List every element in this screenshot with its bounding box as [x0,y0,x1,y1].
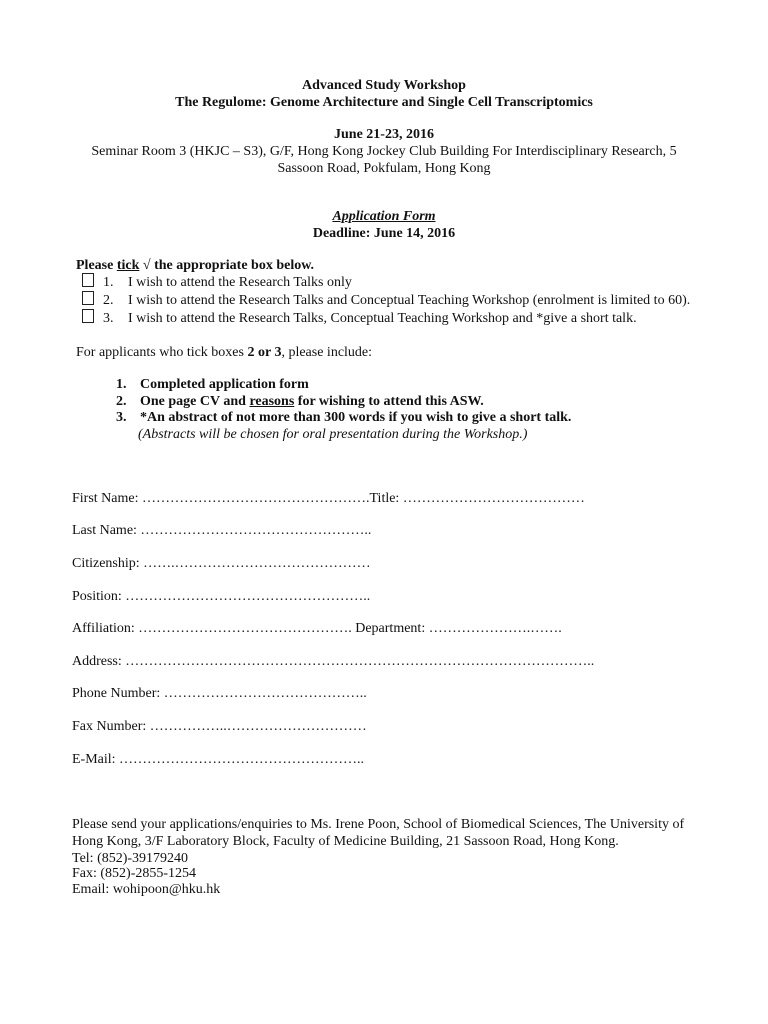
option-3-label: I wish to attend the Research Talks, Conceptual Teaching Workshop and *give a short talk. [128,311,637,326]
contact-line-2: Hong Kong, 3/F Laboratory Block, Faculty of Medicine Building, 21 Sassoon Road, Hong Kong. [72,834,619,849]
requirement-2: One page CV and reasons for wishing to attend this ASW. [140,394,484,409]
phone-number-field[interactable]: Phone Number: …………………………………….. [72,686,367,701]
first-name-title-field[interactable]: First Name: ………………………………………….Title: ………………………………… [72,491,585,506]
affiliation-department-field[interactable]: Affiliation: ………………………………………. Department: ………………….……. [72,621,562,636]
workshop-subtitle: The Regulome: Genome Architecture and Single Cell Transcriptomics [175,95,593,110]
tick-word: tick [116,258,140,273]
form-title: Application Form [332,209,436,224]
contact-tel: Tel: (852)-39179240 [72,851,189,866]
venue-line-1: Seminar Room 3 (HKJC – S3), G/F, Hong Kong Jockey Club Building For Interdisciplinary Research, 5 [91,144,677,159]
option-3-checkbox[interactable] [82,309,94,323]
option-1-label: I wish to attend the Research Talks only [128,275,352,290]
last-name-field[interactable]: Last Name: ………………………………………….. [72,523,372,538]
option-2-checkbox[interactable] [82,291,94,305]
option-2-label: I wish to attend the Research Talks and Conceptual Teaching Workshop (enrolment is limited to 60). [128,293,691,308]
requirement-1: Completed application form [140,377,309,392]
option-2-number: 2. [103,293,114,308]
requirement-1-number: 1. [116,377,127,392]
option-1-number: 1. [103,275,114,290]
email-field[interactable]: E-Mail: …………………………………………….. [72,752,365,767]
address-field[interactable]: Address: ……………………………………………………………………………………….. [72,654,595,669]
venue-line-2: Sassoon Road, Pokfulam, Hong Kong [277,161,491,176]
deadline: Deadline: June 14, 2016 [312,226,456,241]
option-1-checkbox[interactable] [82,273,94,287]
include-note: For applicants who tick boxes 2 or 3, please include: [76,345,373,360]
fax-number-field[interactable]: Fax Number: ……………..………………………… [72,719,367,734]
contact-line-1: Please send your applications/enquiries to Ms. Irene Poon, School of Biomedical Sciences, The University of [72,817,685,832]
abstract-note: (Abstracts will be chosen for oral presentation during the Workshop.) [138,427,528,442]
contact-email[interactable]: Email: wohipoon@hku.hk [72,882,221,897]
contact-fax: Fax: (852)-2855-1254 [72,866,197,881]
option-3-number: 3. [103,311,114,326]
requirement-2-number: 2. [116,394,127,409]
position-field[interactable]: Position: …………………………………………….. [72,589,371,604]
citizenship-field[interactable]: Citizenship: …….…………………………………… [72,556,371,571]
requirement-3: *An abstract of not more than 300 words if you wish to give a short talk. [140,410,572,425]
workshop-date: June 21-23, 2016 [334,127,434,142]
tick-instruction: Please tick √ the appropriate box below. [76,258,315,273]
requirement-3-number: 3. [116,410,127,425]
workshop-title: Advanced Study Workshop [302,78,466,93]
